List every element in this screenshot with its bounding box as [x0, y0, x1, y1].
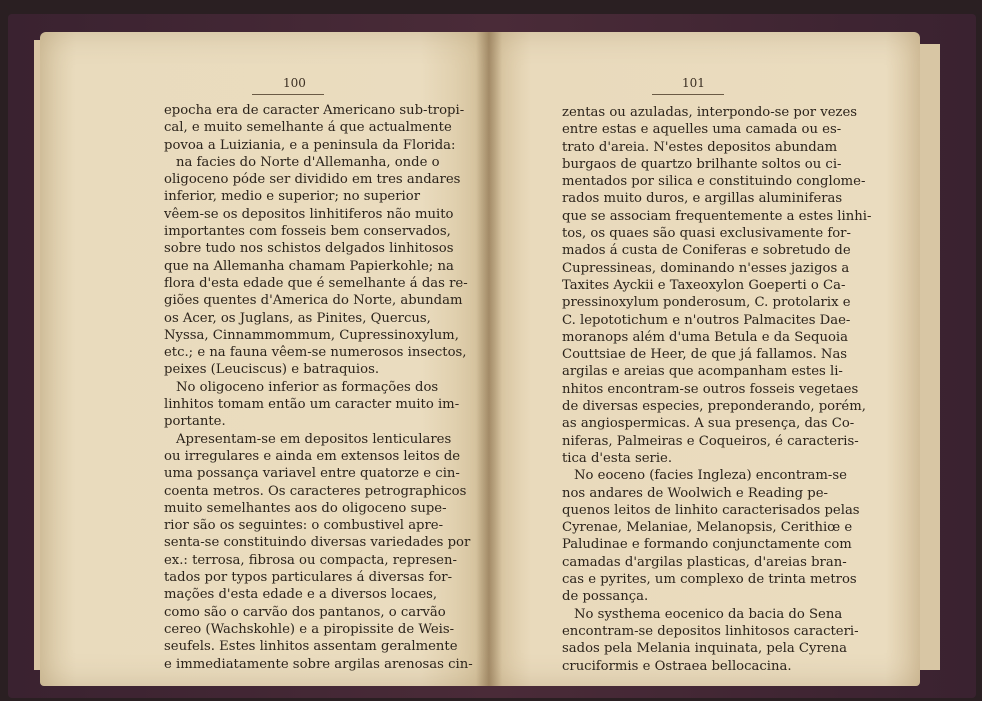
text-line: inferior, medio e superior; no superior: [164, 189, 420, 205]
text-line: portante.: [164, 414, 226, 430]
text-line: nhitos encontram-se outros fosseis vegetaes: [562, 381, 859, 397]
left-header-rule: [252, 94, 324, 95]
text-line: cal, e muito semelhante á que actualmente: [164, 120, 452, 136]
text-line: Couttsiae de Heer, de que já fallamos. Nas: [562, 347, 848, 363]
text-line: os Acer, os Juglans, as Pinites, Quercus,: [164, 310, 431, 326]
text-line: oligoceno póde ser dividido em tres andares: [164, 172, 461, 188]
text-line: mentados por silica e constituindo conglome-: [562, 174, 866, 190]
text-line: Apresentam-se em depositos lenticulares: [176, 431, 452, 447]
text-line: que na Allemanha chamam Papierkohle; na: [164, 258, 454, 274]
text-line: muito semelhantes aos do oligoceno supe-: [164, 500, 447, 516]
text-line: trato d'areia. N'estes depositos abundam: [562, 139, 838, 155]
text-line: sados pela Melania inquinata, pela Cyrena: [562, 641, 847, 657]
text-line: uma possança variavel entre quatorze e cin-: [164, 466, 460, 482]
text-line: No eoceno (facies Ingleza) encontram-se: [574, 468, 847, 484]
text-line: cruciformis e Ostraea bellocacina.: [562, 658, 792, 674]
left-page-number: 100: [283, 76, 306, 90]
text-line: encontram-se depositos linhitosos caracteri-: [562, 623, 859, 639]
text-line: flora d'esta edade que é semelhante á das re-: [164, 275, 468, 291]
text-line: peixes (Leuciscus) e batraquios.: [164, 362, 380, 378]
text-line: importantes com fosseis bem conservados,: [164, 224, 451, 240]
text-line: mados á custa de Coniferas e sobretudo de: [562, 243, 851, 259]
text-line: Nyssa, Cinnammommum, Cupressinoxylum,: [164, 327, 459, 343]
text-line: pressinoxylum ponderosum, C. protolarix e: [562, 295, 851, 311]
text-line: moranops além d'uma Betula e da Sequoia: [562, 329, 848, 345]
text-line: nos andares de Woolwich e Reading pe-: [562, 485, 828, 501]
right-page-body: [562, 104, 872, 675]
right-page-number: 101: [682, 76, 705, 90]
text-line: como são o carvão dos pantanos, o carvão: [164, 604, 446, 620]
text-line: niferas, Palmeiras e Coqueiros, é caracteris-: [562, 433, 859, 449]
text-line: sobre tudo nos schistos delgados linhitosos: [164, 241, 454, 257]
text-line: povoa a Luiziania, e a peninsula da Florida:: [164, 137, 456, 153]
text-line: etc.; e na fauna vêem-se numerosos insectos,: [164, 345, 467, 361]
text-line: Cyrenae, Melaniae, Melanopsis, Cerithiœ e: [562, 520, 853, 536]
text-line: C. lepototichum e n'outros Palmacites Dae-: [562, 312, 851, 328]
text-line: que se associam frequentemente a estes linhi-: [562, 208, 872, 224]
text-line: tica d'esta serie.: [562, 450, 673, 466]
book-gutter: [476, 32, 502, 686]
text-line: entre estas e aquelles uma camada ou es-: [562, 122, 842, 138]
text-line: epocha era de caracter Americano sub-tropi-: [164, 103, 465, 118]
text-line: tados por typos particulares á diversas for-: [164, 570, 453, 586]
text-line: cas e pyrites, um complexo de trinta metros: [562, 572, 857, 588]
text-line: argilas e areias que acompanham estes li-: [562, 364, 843, 380]
text-line: rior são os seguintes: o combustivel apre-: [164, 518, 444, 534]
text-line: Cupressineas, dominando n'esses jazigos a: [562, 260, 850, 276]
text-line: coenta metros. Os caracteres petrographicos: [164, 483, 467, 499]
text-line: de possança.: [562, 589, 649, 605]
right-header-rule: [652, 94, 724, 95]
text-line: Taxites Ayckii e Taxeoxylon Goeperti o Ca-: [562, 277, 846, 293]
text-line: vêem-se os depositos linhitiferos não muito: [164, 206, 454, 222]
text-line: Paludinae e formando conjunctamente com: [562, 537, 852, 553]
text-line: rados muito duros, e argillas aluminiferas: [562, 191, 843, 207]
text-line: No systhema eocenico da bacia do Sena: [574, 606, 843, 622]
text-line: burgaos de quartzo brilhante soltos ou ci-: [562, 156, 842, 172]
text-line: mações d'esta edade e a diversos locaes,: [164, 587, 438, 603]
text-line: ex.: terrosa, fibrosa ou compacta, represen-: [164, 552, 457, 568]
text-line: ou irregulares e ainda em extensos leitos de: [164, 448, 461, 464]
text-line: tos, os quaes são quasi exclusivamente for-: [562, 226, 851, 242]
text-line: No oligoceno inferior as formações dos: [176, 379, 439, 395]
text-line: seufels. Estes linhitos assentam geralmente: [164, 639, 458, 655]
text-line: as angiospermicas. A sua presença, das Co-: [562, 416, 855, 432]
text-line: zentas ou azuladas, interpondo-se por vezes: [562, 105, 858, 120]
text-line: na facies do Norte d'Allemanha, onde o: [176, 154, 440, 170]
text-line: quenos leitos de linhito caracterisados pelas: [562, 502, 860, 518]
left-page-body: [164, 102, 473, 673]
text-line: camadas d'argilas plasticas, d'areias bran-: [562, 554, 847, 570]
text-line: e immediatamente sobre argilas arenosas cin-: [164, 656, 473, 672]
text-line: de diversas especies, preponderando, porém,: [562, 399, 866, 415]
text-line: senta-se constituindo diversas variedades por: [164, 535, 471, 551]
text-line: giões quentes d'America do Norte, abundam: [164, 293, 463, 309]
page-edges-right: [918, 44, 940, 670]
text-line: linhitos tomam então um caracter muito im-: [164, 397, 460, 413]
text-line: cereo (Wachskohle) e a piropissite de Weis-: [164, 621, 455, 637]
